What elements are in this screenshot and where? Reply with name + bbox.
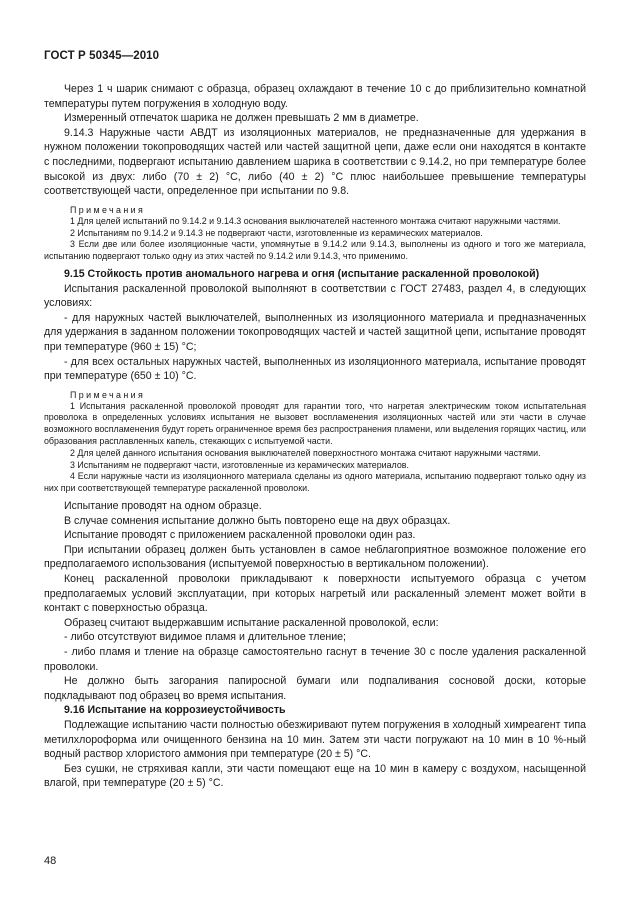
paragraph: Без сушки, не стряхивая капли, эти части помещают еще на 10 мин в камеру с воздухом, насыщенной влагой, при температуре (20 ± 5) °С. [44,762,586,790]
paragraph: Не должно быть загорания папиросной бумаги или подпаливания сосновой доски, которые подкладывают под образец во время испытания. [44,675,586,702]
paragraph: 9.14.3 Наружные части АВДТ из изоляционных материалов, не предназначенные для удержания в нужном положении токопроводящих частей или частей защитной цепи, даже если они находятся в контакте с последними, подвергают испытанию давлением шарика в соответствии с 9.14.2, но при температуре более высокой из двух: либо (70 ± 2) °С, либо (40 ± 2) °С плюс наибольшее превышение температуры соответствующей части, определенное при испытании по 9.8. [44,126,586,198]
paragraph: Подлежащие испытанию части полностью обезжиривают путем погружения в холодный химреагент типа метилхлороформа или очищенного бензина на 10 мин. Затем эти части погружают на 10 мин в 10 %-ный водный раствор хлористого аммония при температуре (20 ± 5) °С. [44,718,586,761]
note: 2 Для целей данного испытания основания выключателей поверхностного монтажа считают наружными частями. [70,447,541,458]
page-number: 48 [44,855,57,867]
note: 1 Испытания раскаленной проволокой проводят для гарантии того, что нагретая электрическим током испытательная проволока в определенных условиях испытания не вызовет воспламенения изоляционных частей или эти части в случае возможного воспламенения будут гореть ограниченное время без распространения пламени, или выделения горящих частиц, или образования расплавленных капель, стекающих с испытуемой части. [44,400,586,447]
paragraph: Испытания раскаленной проволокой выполняют в соответствии с ГОСТ 27483, раздел 4, в следующих условиях: [44,282,586,310]
note: 3 Если две или более изоляционные части, упомянутые в 9.14.2 или 9.14.3, выполнены из одного и того же материала, испытанию подвергают только одну из этих частей по 9.14.2 или 9.14.3, что применимо. [44,239,586,262]
document-header: ГОСТ Р 50345—2010 [44,50,160,62]
paragraph: - для всех остальных наружных частей, выполненных из изоляционного материала, испытание проводят при температуре (650 ± 10) °С. [44,355,586,383]
paragraph: Через 1 ч шарик снимают с образца, образец охлаждают в течение 10 с до приблизительно комнатной температуры путем погружения в холодную воду. [44,83,586,110]
paragraph: При испытании образец должен быть установлен в самое неблагоприятное возможное положение его предполагаемого использования (испытуемой поверхностью в вертикальном положении). [44,543,586,571]
paragraph: - для наружных частей выключателей, выполненных из изоляционного материала и предназначенных для удержания в заданном положении токопроводящих частей и частей защитной цепи, испытание проводят при температуре (960 ± 15) °С; [44,311,586,353]
paragraph: Испытание проводят на одном образце. [64,500,262,513]
note: 3 Испытаниям не подвергают части, изготовленные из керамических материалов. [70,459,409,470]
paragraph: Образец считают выдержавшим испытание раскаленной проволокой, если: [64,616,439,629]
paragraph: - либо отсутствуют видимое пламя и длительное тление; [64,631,346,644]
paragraph: Измеренный отпечаток шарика не должен превышать 2 мм в диаметре. [64,112,419,125]
notes-label: Примечания [70,204,146,215]
document-content [44,82,586,791]
note: 4 Если наружные части из изоляционного материала сделаны из одного материала, испытанию подвергают только одну из них при соответствующей температуре раскаленной проволоки. [44,471,586,494]
note: 1 Для целей испытаний по 9.14.2 и 9.14.3 основания выключателей настенного монтажа считают наружными частями. [70,215,561,226]
paragraph: - либо пламя и тление на образце самостоятельно гаснут в течение 30 с после удаления раскаленной проволоки. [44,646,586,673]
paragraph: В случае сомнения испытание должно быть повторено еще на двух образцах. [64,514,451,527]
section-heading-9-15: 9.15 Стойкость против аномального нагрева и огня (испытание раскаленной проволокой) [64,267,540,280]
section-heading-9-16: 9.16 Испытание на коррозиеустойчивость [64,704,286,717]
paragraph: Испытание проводят с приложением раскаленной проволоки один раз. [64,529,416,542]
paragraph: Конец раскаленной проволоки прикладывают к поверхности испытуемого образца с учетом предполагаемых условий эксплуатации, при которых нагретый или раскаленный элемент может войти в контакт с поверхностью образца. [44,573,586,615]
notes-label: Примечания [70,389,146,400]
note: 2 Испытаниям по 9.14.2 и 9.14.3 не подвергают части, изготовленные из керамических материалов. [70,227,483,238]
